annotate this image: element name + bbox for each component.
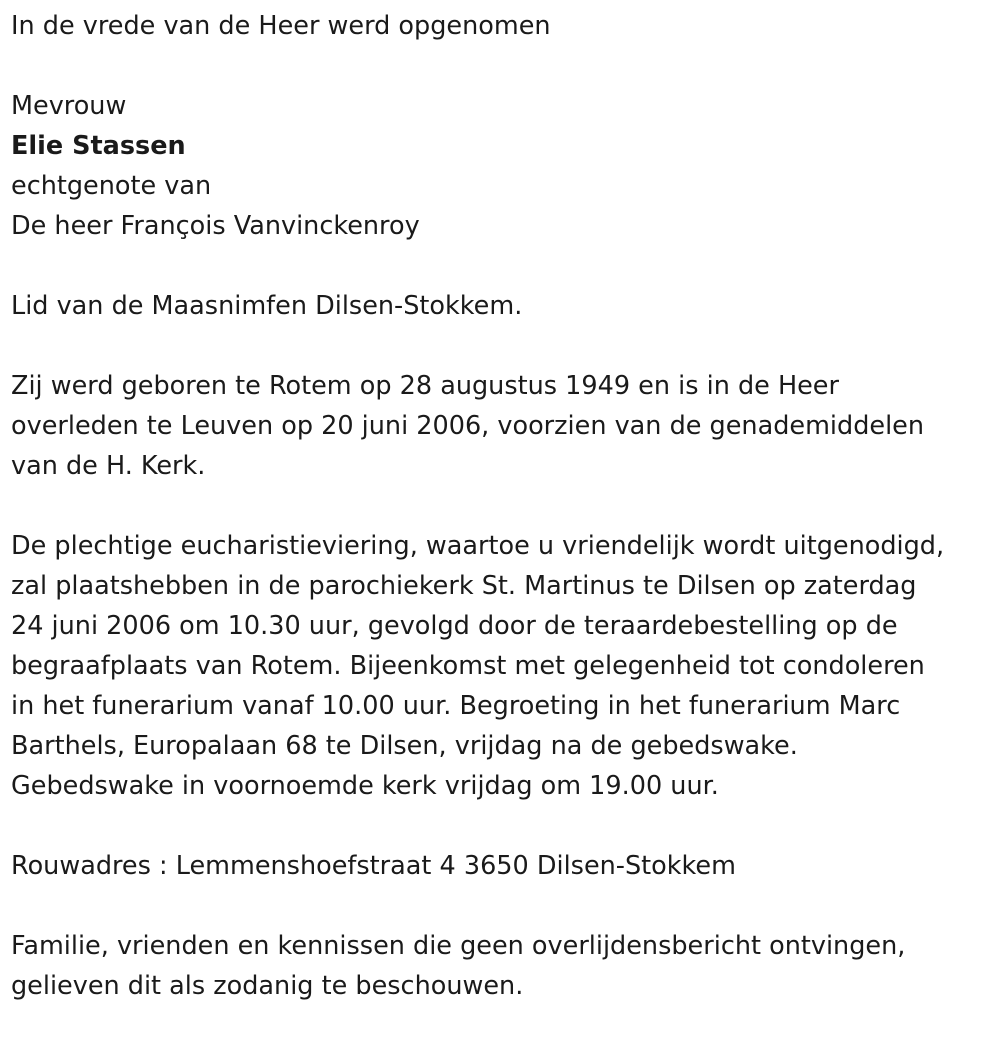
- paragraph-line: Gebedswake in voornoemde kerk vrijdag om 19.00 uur.: [11, 771, 719, 801]
- deceased-name: Elie Stassen: [11, 131, 186, 161]
- spouse-name: De heer François Vanvinckenroy: [11, 211, 420, 241]
- closing-paragraph: [11, 926, 991, 1006]
- obituary-document: [11, 6, 991, 1006]
- salutation: Mevrouw: [11, 91, 127, 121]
- spacer: [11, 46, 991, 86]
- paragraph-line: De plechtige eucharistieviering, waartoe u vriendelijk wordt uitgenodigd,: [11, 531, 945, 561]
- spacer: [11, 486, 991, 526]
- mourning-address: Rouwadres : Lemmenshoefstraat 4 3650 Dilsen-Stokkem: [11, 851, 736, 881]
- spacer: [11, 806, 991, 846]
- spouse-label: echtgenote van: [11, 171, 212, 201]
- paragraph-line: Zij werd geboren te Rotem op 28 augustus 1949 en is in de Heer: [11, 371, 839, 401]
- birth-death-paragraph: [11, 366, 991, 486]
- paragraph-line: 24 juni 2006 om 10.30 uur, gevolgd door de teraardebestelling op de: [11, 611, 898, 641]
- ceremony-paragraph: [11, 526, 991, 806]
- paragraph-line: in het funerarium vanaf 10.00 uur. Begroeting in het funerarium Marc: [11, 691, 901, 721]
- membership-text: Lid van de Maasnimfen Dilsen-Stokkem.: [11, 291, 523, 321]
- spacer: [11, 886, 991, 926]
- spacer: [11, 246, 991, 286]
- paragraph-line: zal plaatshebben in de parochiekerk St. Martinus te Dilsen op zaterdag: [11, 571, 917, 601]
- paragraph-line: Barthels, Europalaan 68 te Dilsen, vrijdag na de gebedswake.: [11, 731, 798, 761]
- paragraph-line: overleden te Leuven op 20 juni 2006, voorzien van de genademiddelen: [11, 411, 925, 441]
- spacer: [11, 326, 991, 366]
- intro-text: In de vrede van de Heer werd opgenomen: [11, 11, 551, 41]
- paragraph-line: begraafplaats van Rotem. Bijeenkomst met gelegenheid tot condoleren: [11, 651, 925, 681]
- paragraph-line: Familie, vrienden en kennissen die geen overlijdensbericht ontvingen,: [11, 931, 906, 961]
- paragraph-line: gelieven dit als zodanig te beschouwen.: [11, 971, 524, 1001]
- paragraph-line: van de H. Kerk.: [11, 451, 206, 481]
